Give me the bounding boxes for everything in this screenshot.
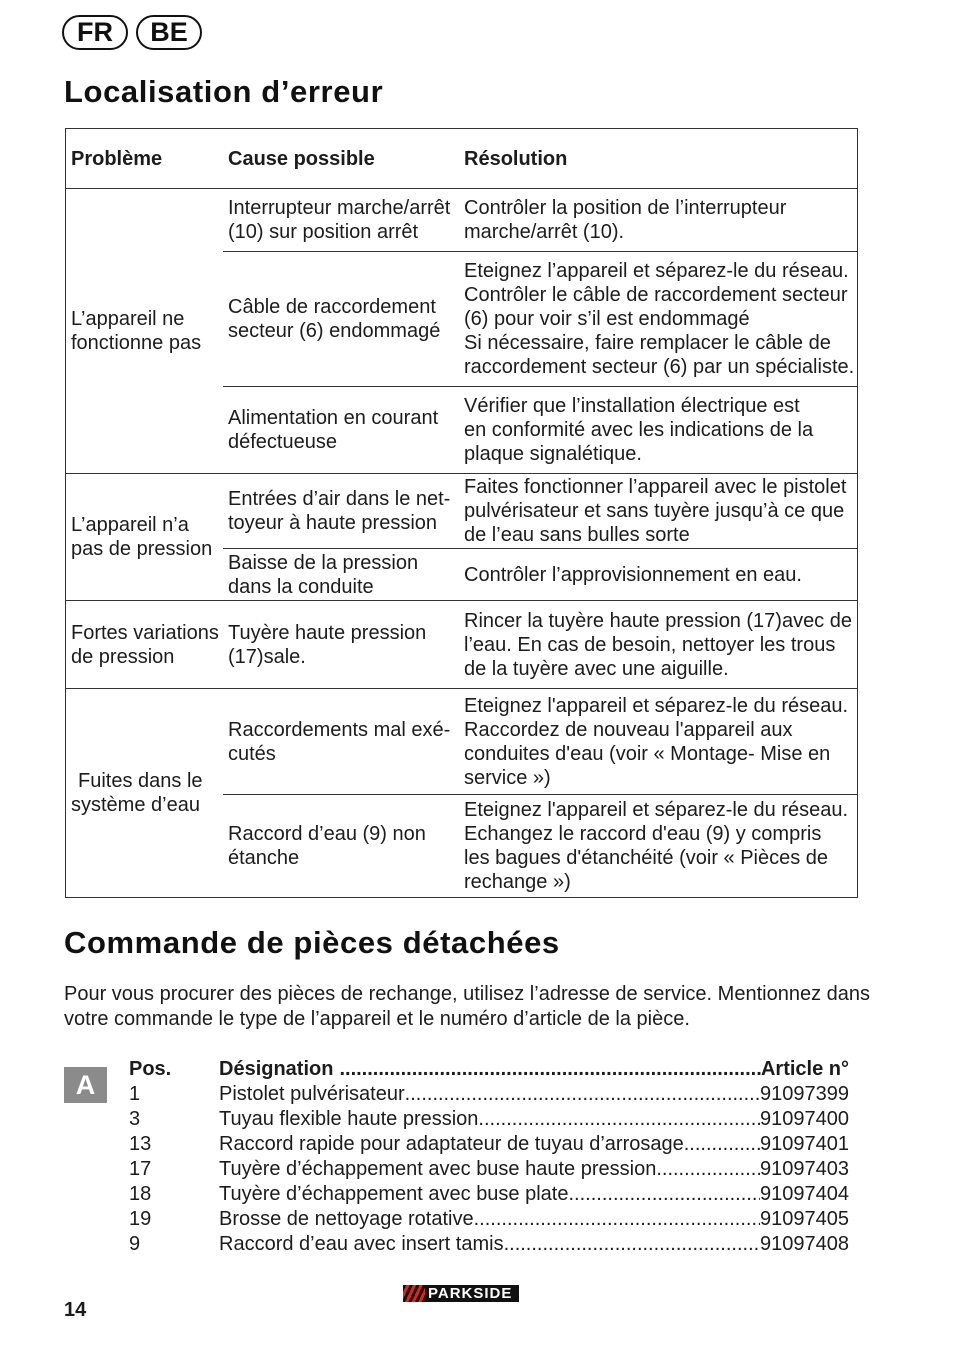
part-designation: Raccord rapide pour adaptateur de tuyau d’arrosage xyxy=(219,1133,684,1155)
cause-cell xyxy=(223,473,459,548)
part-designation: Tuyère d’échappement avec buse haute pression xyxy=(219,1158,657,1180)
cause-text: Raccordements mal exé- cutés xyxy=(228,718,451,765)
resolution-text: Contrôler la position de l’interrupteur marche/arrêt (10). xyxy=(464,197,787,243)
resolution-text: Contrôler l’approvisionnement en eau. xyxy=(464,563,802,586)
dot-leader xyxy=(504,1232,760,1257)
cause-cell xyxy=(223,600,459,688)
header-label: Cause possible xyxy=(228,147,375,170)
parts-row xyxy=(129,1157,849,1182)
resolution-cell xyxy=(459,251,857,386)
cause-cell xyxy=(223,251,459,386)
spare-parts-title: Commande de pièces détachées xyxy=(64,925,560,960)
troubleshooting-title: Localisation d’erreur xyxy=(64,74,384,109)
brand-logo xyxy=(403,1285,519,1302)
cause-cell xyxy=(223,688,459,794)
cause-cell xyxy=(223,794,459,897)
parts-header-designation: Désignation xyxy=(219,1058,334,1080)
cause-text: Interrupteur marche/arrêt (10) sur position arrêt xyxy=(228,197,451,243)
resolution-text: Eteignez l'appareil et séparez-le du réseau. Echangez le raccord d'eau (9) y compris les bagues d'étanchéité (voir « Pièces de rechange ») xyxy=(464,799,849,893)
resolution-cell xyxy=(459,688,857,794)
cause-text: Raccord d’eau (9) non étanche xyxy=(228,823,426,869)
parts-row xyxy=(129,1232,849,1257)
table-header-resolution xyxy=(459,129,857,188)
part-article-number: 91097405 xyxy=(760,1208,849,1230)
dot-leader xyxy=(568,1182,760,1207)
cause-text: Entrées d’air dans le net- toyeur à haute pression xyxy=(228,488,451,534)
cause-text: Baisse de la pression dans la conduite xyxy=(228,551,419,598)
cause-text: Câble de raccordement secteur (6) endommagé xyxy=(228,296,441,342)
resolution-cell xyxy=(459,473,857,548)
problem-text: Fuites dans le système d’eau xyxy=(71,770,203,816)
parts-header-row xyxy=(129,1057,849,1082)
parts-row xyxy=(129,1132,849,1157)
cause-cell xyxy=(223,188,459,251)
resolution-cell xyxy=(459,600,857,688)
dot-leader xyxy=(478,1107,760,1132)
part-article-number: 91097408 xyxy=(760,1233,849,1255)
part-pos: 9 xyxy=(129,1233,141,1255)
resolution-text: Faites fonctionner l’appareil avec le pistolet pulvérisateur et sans tuyère jusqu’à ce que de l’eau sans bulles sorte xyxy=(464,476,847,546)
part-designation: Tuyau flexible haute pression xyxy=(219,1108,479,1130)
part-article-number: 91097403 xyxy=(760,1158,849,1180)
header-label: Problème xyxy=(71,147,163,170)
resolution-cell xyxy=(459,386,857,473)
part-pos: 3 xyxy=(129,1108,141,1130)
part-article-number: 91097401 xyxy=(760,1133,849,1155)
part-designation: Tuyère d’échappement avec buse plate xyxy=(219,1183,569,1205)
logo-stripes-icon xyxy=(403,1285,425,1302)
part-designation: Raccord d’eau avec insert tamis xyxy=(219,1233,504,1255)
spare-parts-intro: Pour vous procurer des pièces de rechange, utilisez l’adresse de service. Mentionnez dans votre commande le type de l’appareil et le numéro d’article de la pièce. xyxy=(64,983,870,1030)
parts-row xyxy=(129,1082,849,1107)
dot-leader xyxy=(656,1157,760,1182)
part-article-number: 91097404 xyxy=(760,1183,849,1205)
cause-cell xyxy=(223,386,459,473)
language-badge-fr: FR xyxy=(62,15,128,50)
table-header-cause xyxy=(223,129,459,188)
cause-cell xyxy=(223,548,459,600)
part-designation: Pistolet pulvérisateur xyxy=(219,1083,405,1105)
problem-text: L’appareil ne fonctionne pas xyxy=(71,308,202,354)
cause-text: Alimentation en courant défectueuse xyxy=(228,407,439,453)
parts-header-article: Article n° xyxy=(760,1058,849,1080)
problem-text: L’appareil n’a pas de pression xyxy=(71,514,213,560)
language-badge-be: BE xyxy=(136,15,202,50)
table-header-problem xyxy=(66,129,223,188)
dot-leader xyxy=(339,1057,761,1082)
parts-header-pos: Pos. xyxy=(129,1058,172,1080)
part-pos: 1 xyxy=(129,1083,141,1105)
troubleshooting-table xyxy=(65,128,858,898)
cause-text: Tuyère haute pression (17)sale. xyxy=(228,621,427,668)
header-label: Résolution xyxy=(464,147,568,170)
page-number: 14 xyxy=(64,1299,87,1321)
part-pos: 18 xyxy=(129,1183,152,1205)
problem-cell xyxy=(66,688,223,897)
problem-text: Fortes variations de pression xyxy=(71,621,219,668)
spare-parts-list xyxy=(129,1057,849,1257)
logo-wordmark: PARKSIDE xyxy=(428,1285,513,1302)
part-pos: 19 xyxy=(129,1208,152,1230)
dot-leader xyxy=(684,1132,760,1157)
part-designation: Brosse de nettoyage rotative xyxy=(219,1208,474,1230)
part-article-number: 91097399 xyxy=(760,1083,849,1105)
problem-cell xyxy=(66,188,223,473)
parts-row xyxy=(129,1182,849,1207)
parts-row xyxy=(129,1207,849,1232)
resolution-cell xyxy=(459,794,857,897)
resolution-cell xyxy=(459,188,857,251)
problem-cell xyxy=(66,600,223,688)
dot-leader xyxy=(474,1207,760,1232)
problem-cell xyxy=(66,473,223,600)
part-pos: 17 xyxy=(129,1158,152,1180)
part-article-number: 91097400 xyxy=(760,1108,849,1130)
resolution-text: Rincer la tuyère haute pression (17)avec de l’eau. En cas de besoin, nettoyer les trous de la tuyère avec une aiguille. xyxy=(464,609,852,680)
resolution-text: Eteignez l’appareil et séparez-le du réseau. Contrôler le câble de raccordement secteur (6) pour voir s’il est endommagé Si nécessaire, faire remplacer le câble de raccordement secteur (6) par un spécialiste. xyxy=(464,260,855,378)
dot-leader xyxy=(405,1082,760,1107)
resolution-text: Vérifier que l’installation électrique est en conformité avec les indications de la plaque signalétique. xyxy=(464,395,814,465)
parts-row xyxy=(129,1107,849,1132)
resolution-text: Eteignez l'appareil et séparez-le du réseau. Raccordez de nouveau l'appareil aux conduites d'eau (voir « Montage- Mise en service ») xyxy=(464,694,849,789)
figure-reference-badge: A xyxy=(64,1067,107,1103)
resolution-cell xyxy=(459,548,857,600)
part-pos: 13 xyxy=(129,1133,152,1155)
